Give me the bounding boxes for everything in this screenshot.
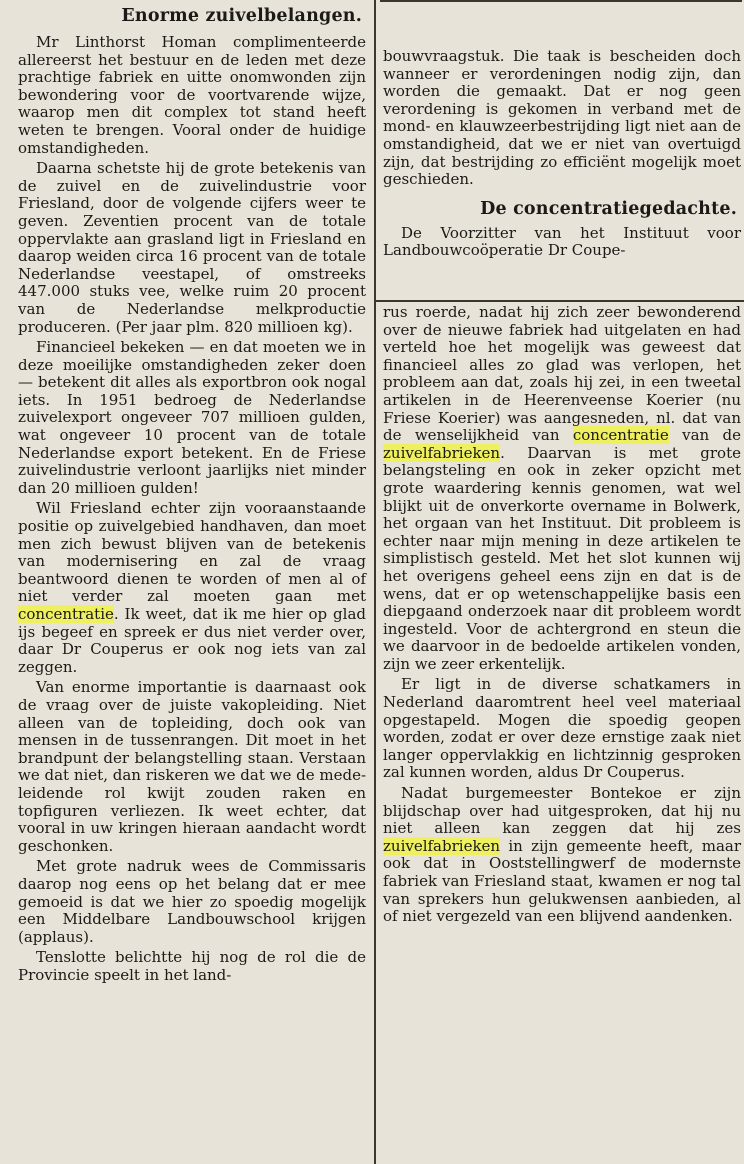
top-rule (380, 0, 742, 2)
highlighted-term: zuivelfabrieken (383, 443, 501, 462)
column-divider (374, 0, 376, 1164)
paragraph: Er ligt in de diverse schatkamers in Nederland daaromtrent heel veel materiaal opgestapeld. Mogen die spoedig geopen worden, zodat er over deze ernstige zaak niet langer oppervlakkig en lichtzinnig gesproken zal kunnen worden, aldus Dr Couperus. (383, 675, 741, 782)
right-lower-block (383, 304, 741, 929)
paragraph (383, 785, 741, 926)
text-run: van de (668, 426, 742, 445)
paragraph: Daarna schetste hij de grote betekenis van de zuivel en de zuivelindustrie voor Friesland, door de volgende cijfers weer te geven. Zeventien procent van de totale oppervlakte aan grasland ligt in Friesland en daarop weiden circa 16 procent van de totale Nederlandse veestapel, of omstreeks 447.000 stuks vee, welke ruim 20 procent van de Nederlandse melkproductie produceren. (Per jaar plm. 820 millioen kg). (18, 159, 366, 336)
text-run: in zijn gemeente heeft, maar ook dat in Ooststellingwerf de modernste fabriek van Friesland staat, kwamen er nog tal van sprekers hun gelukwensen aanbieden, al of niet vergezeld van een blijvend aandenken. (383, 836, 741, 926)
article-headline: Enorme zuivelbelangen. (121, 6, 362, 26)
paragraph: Tenslotte belichtte hij nog de rol die de Provincie speelt in het land- (18, 948, 366, 984)
paragraph: bouwvraagstuk. Die taak is bescheiden doch wanneer er verordeningen nodig zijn, dan worden die gemaakt. Dat er nog geen verordening is gekomen in verband met de mond- en klauwzeerbestrijding ligt niet aan de omstandigheid, dat we er niet van overtuigd zijn, dat bestrijding zo efficiënt mogelijk moet geschieden. (383, 47, 741, 189)
highlighted-term: concentratie (572, 426, 669, 445)
subheading: De concentratiegedachte. (480, 198, 737, 219)
highlighted-term: zuivelfabrieken (383, 836, 501, 855)
paragraph: Van enorme importantie is daarnaast ook de vraag over de juiste vakopleiding. Niet alleen van de topleiding, doch ook van mensen in de tussenrangen. Dit moet in het brandpunt der belangstelling staan. Verstaan we dat niet, dan riskeren we dat we de mede-leidende rol kwijt zouden raken en topfiguren verliezen. Ik weet echter, dat vooral in uw kringen hieraan aandacht wordt geschonken. (18, 678, 367, 855)
paragraph (18, 500, 366, 676)
text-run: . Ik weet, dat ik me hier op glad ijs begeef en spreek er dus niet verder over, daar Dr Couperus er ook nog iets van zal zeggen. (18, 605, 366, 676)
left-column (14, 0, 370, 987)
text-run: Wil Friesland echter zijn vooraanstaande positie op zuivelgebied handhaven, dan moet men zich bewust blijven van de betekenis van modernisering en zal de vraag beantwoord dienen te worden of men al of niet verder zal moeten gaan met (18, 499, 366, 606)
text-run: . Daarvan is met grote belangsteling en ook in zeker opzicht met grote waardering kennis genomen, wat wel blijkt uit de onverkorte overname in Bolwerk, het orgaan van het Instituut. Dit probleem is echter naar mijn mening in deze artikelen te simplistisch gesteld. Met het slot kunnen wij het overigens geheel eens zijn en dat is de wens, dat er op wetenschappelijke basis een diepgaand onderzoek naar dit probleem wordt ingesteld. Voor de achtergrond en steun die we daarvoor in de bedoelde artikelen vonden, zijn we zeer erkentelijk. (383, 443, 741, 673)
right-upper-block (383, 48, 741, 263)
highlighted-term: concentratie (18, 605, 114, 623)
paragraph (383, 304, 741, 673)
text-run: Nadat burgemeester Bontekoe er zijn blijdschap over had uitgesproken, dat hij nu niet alleen kan zeggen dat hij zes (383, 784, 741, 838)
paragraph: Mr Linthorst Homan complimenteerde allereerst het bestuur en de leden met deze prachtige fabriek en uitte onomwonden zijn bewondering voor de voortvarende wijze, waarop men dit complex tot stand heeft weten te brengen. Vooral onder de huidige omstandigheden. (18, 33, 366, 157)
text-run: rus roerde, nadat hij zich zeer bewonderend over de nieuwe fabriek had uitgelaten en had verteld hoe het mogelijk was geweest dat financieel alles zo glad was verlopen, het probleem aan dat, zoals hij zei, in een tweetal artikelen in de Heerenveense Koerier (nu Friese Koerier) was aangesneden, nl. dat van de wenselijkheid van (383, 303, 741, 445)
paragraph: De Voorzitter van het Instituut voor Landbouwcoöperatie Dr Coupe- (383, 223, 741, 260)
paragraph: Met grote nadruk wees de Commissaris daarop nog eens op het belang dat er mee gemoeid is dat we hier zo spoedig mogelijk een Middelbare Landbouwschool krijgen (applaus). (18, 857, 366, 946)
paragraph: Financieel bekeken — en dat moeten we in deze moeilijke omstandigheden zeker doen — betekent dit alles als exportbron ook nogal iets. In 1951 bedroeg de Nederlandse zuivelexport ongeveer 707 millioen gulden, wat ongeveer 10 procent van de totale Nederlandse export betekent. En de Friese zuivelindustrie verloont jaarlijks niet minder dan 20 millioen gulden! (18, 338, 366, 497)
clipping-edge (376, 300, 744, 302)
